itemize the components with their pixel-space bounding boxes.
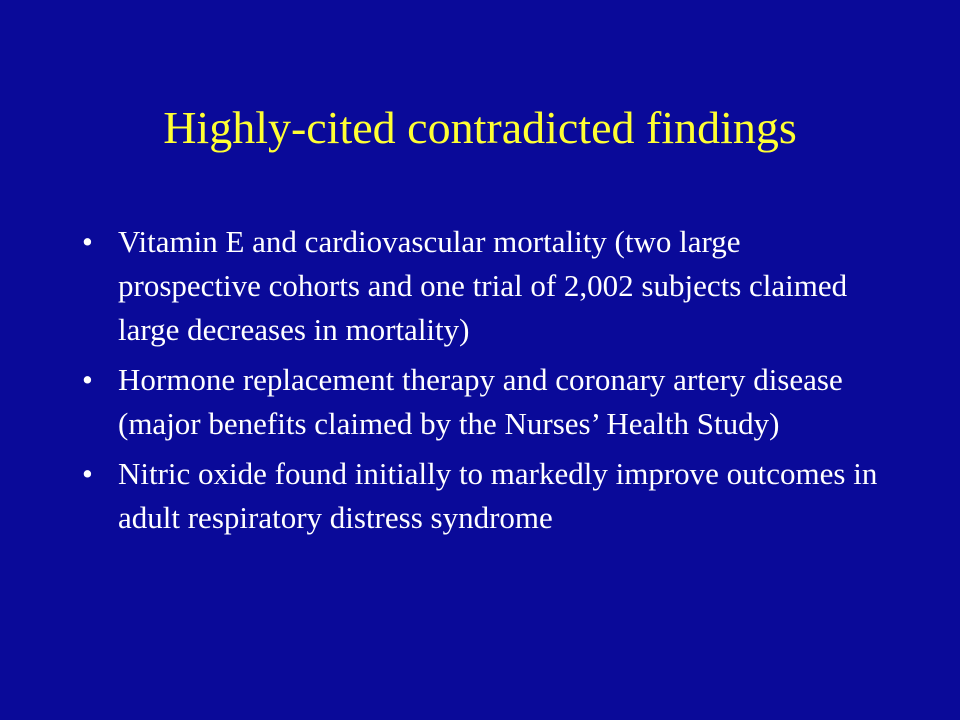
bullet-list <box>80 220 880 546</box>
bullet-text: Nitric oxide found initially to markedly improve outcomes in adult respiratory distress syndrome <box>118 456 878 535</box>
bullet-item <box>80 358 880 446</box>
bullet-marker: • <box>82 362 93 397</box>
bullet-item <box>80 220 880 352</box>
bullet-marker: • <box>82 224 93 259</box>
bullet-marker: • <box>82 456 93 491</box>
bullet-text: Hormone replacement therapy and coronary artery disease (major benefits claimed by the Nurses’ Health Study) <box>118 362 843 441</box>
bullet-item <box>80 452 880 540</box>
slide-title: Highly-cited contradicted findings <box>163 102 797 153</box>
bullet-text: Vitamin E and cardiovascular mortality (two large prospective cohorts and one trial of 2,002 subjects claimed large decreases in mortality) <box>118 224 848 347</box>
